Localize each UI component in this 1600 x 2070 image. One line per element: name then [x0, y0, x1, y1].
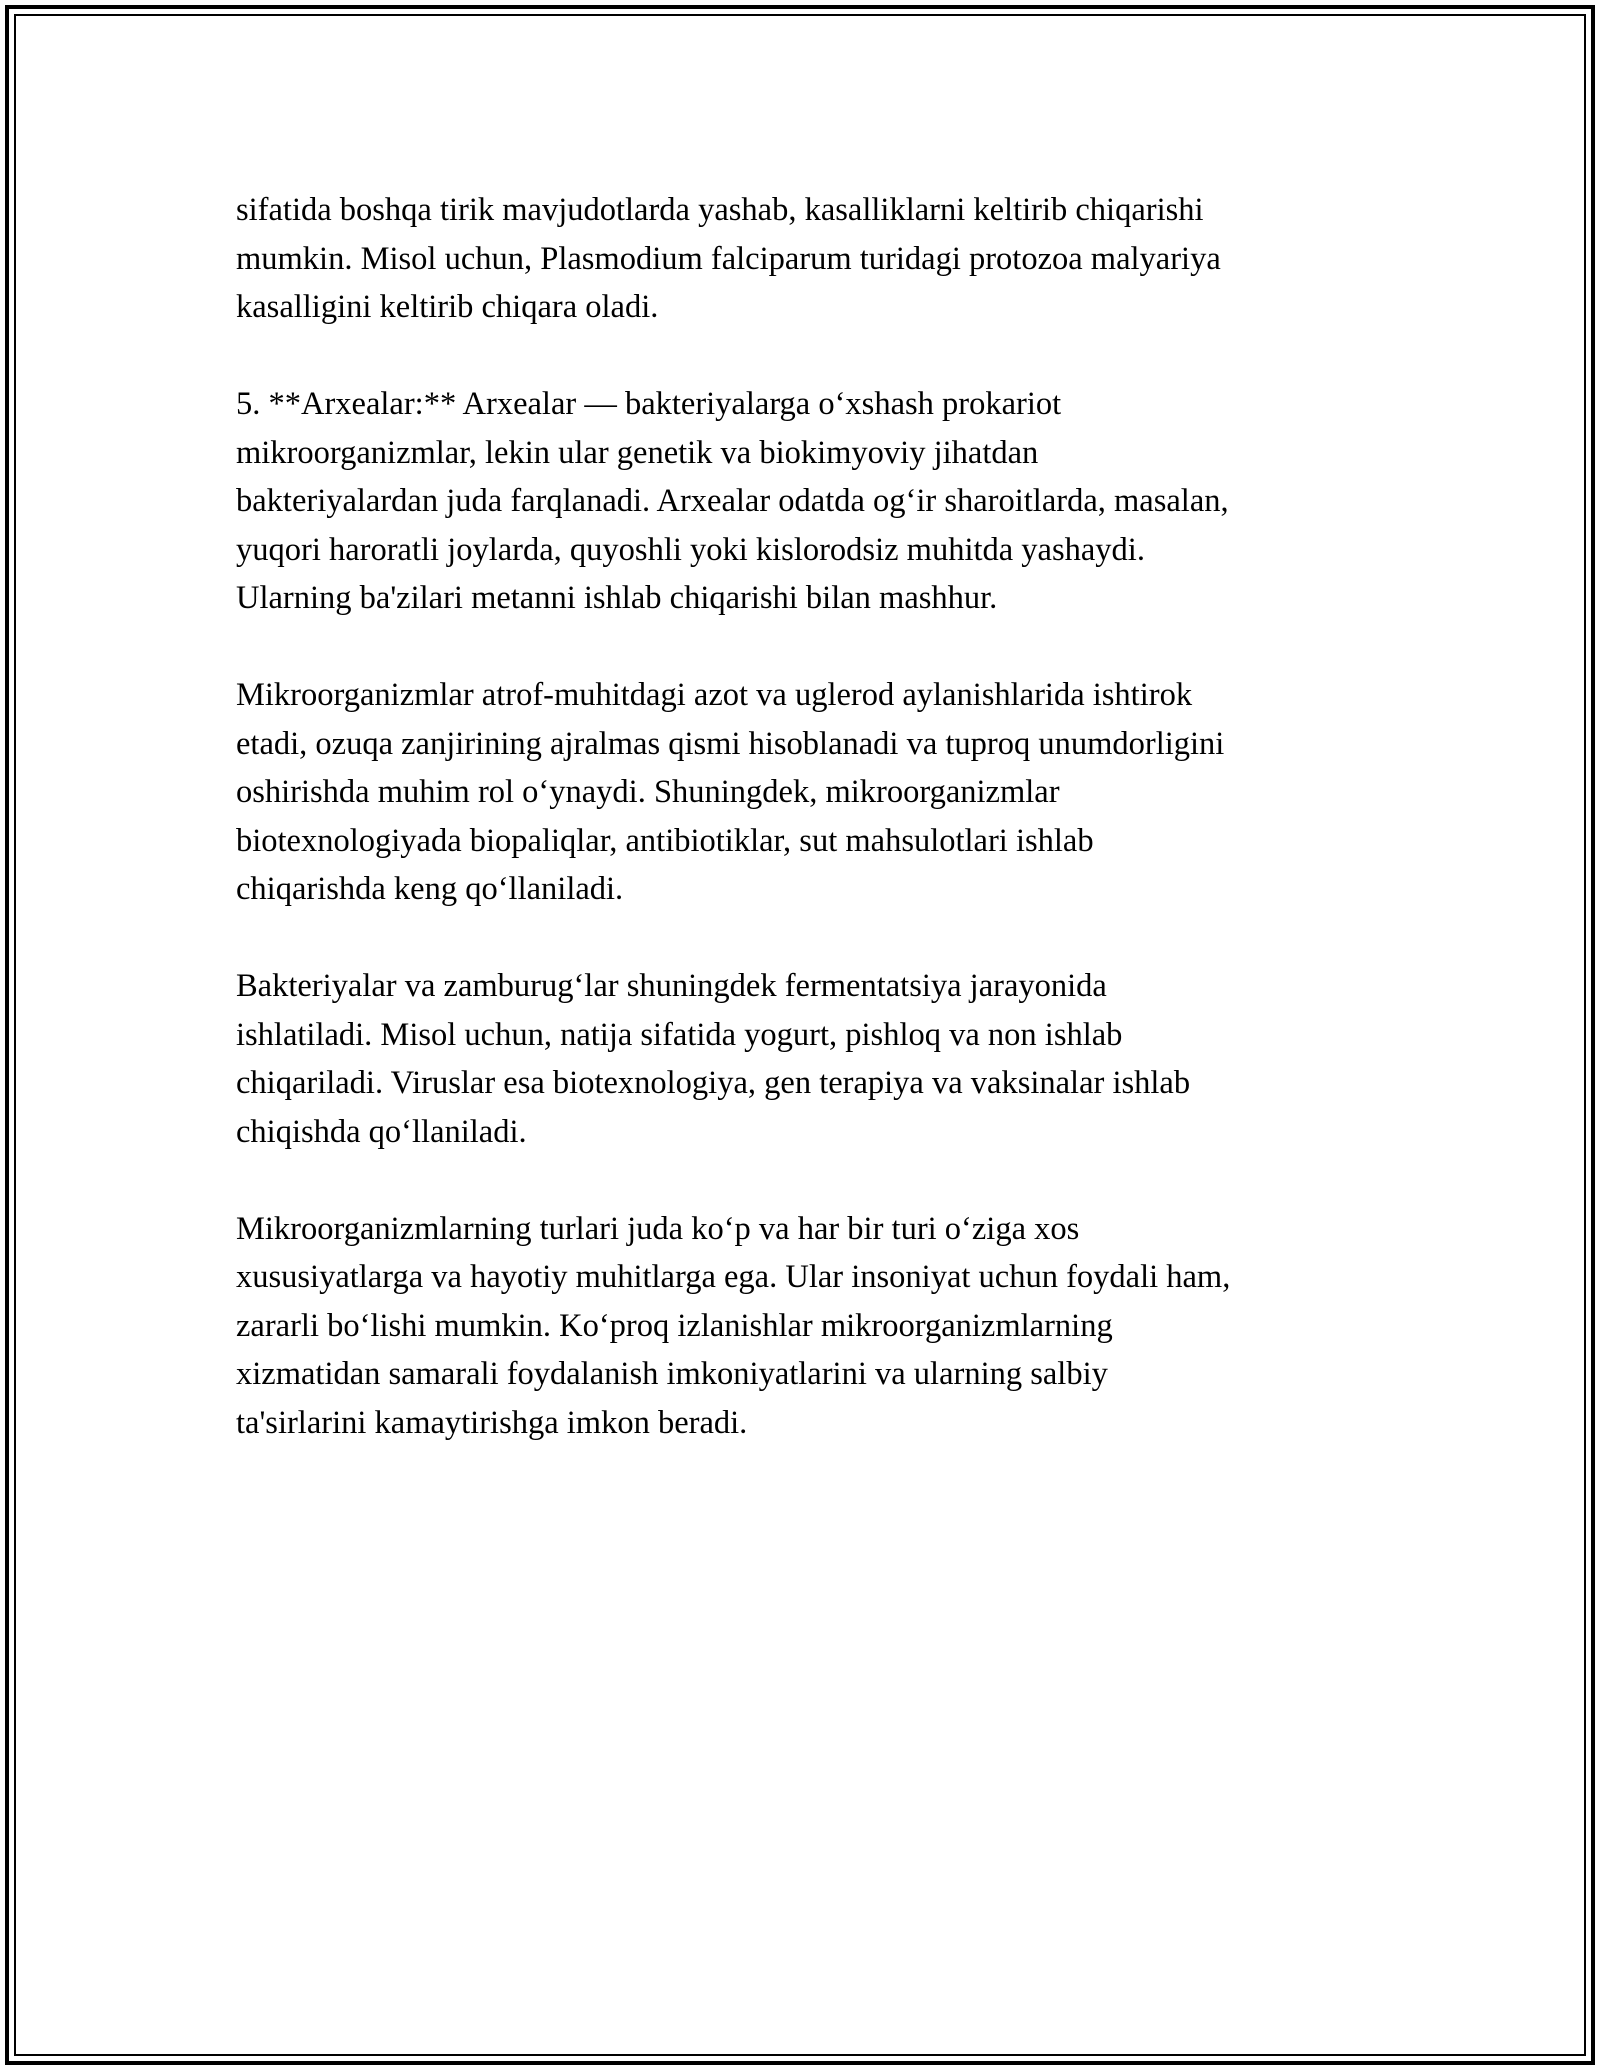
paragraph-conclusion: Mikroorganizmlarning turlari juda ko‘p va har bir turi o‘ziga xos xususiyatlarga va hayotiy muhitlarga ega. Ular insoniyat uchun foydali ham, zararli bo‘lishi mumkin. Ko‘proq izlanishlar mikroorganizmlarning xizmatidan samarali foydalanish imkoniyatlarini va ularning salbiy ta'sirlarini kamaytirishga imkon beradi.	[236, 1210, 1231, 1441]
document-body	[236, 186, 1376, 1496]
paragraph-environment-role: Mikroorganizmlar atrof-muhitdagi azot va uglerod aylanishlarida ishtirok etadi, ozuqa zanjirining ajralmas qismi hisoblanadi va tuproq unumdorligini oshirishda muhim rol o‘ynaydi. Shuningdek, mikroorganizmlar biotexnologiyada biopaliqlar, antibiotiklar, sut mahsulotlari ishlab chiqarishda keng qo‘llaniladi.	[236, 677, 1225, 907]
paragraph-archaea: 5. **Arxealar:** Arxealar — bakteriyalarga o‘xshash prokariot mikroorganizmlar, lekin ular genetik va biokimyoviy jihatdan bakteriyalardan juda farqlanadi. Arxealar odatda og‘ir sharoitlarda, masalan, yuqori haroratli joylarda, quyoshli yoki kislorodsiz muhitda yashaydi. Ularning ba'zilari metanni ishlab chiqarishi bilan mashhur.	[236, 386, 1229, 616]
paragraph-fermentation: Bakteriyalar va zamburug‘lar shuningdek fermentatsiya jarayonida ishlatiladi. Misol uchun, natija sifatida yogurt, pishloq va non ishlab chiqariladi. Viruslar esa biotexnologiya, gen terapiya va vaksinalar ishlab chiqishda qo‘llaniladi.	[236, 968, 1191, 1150]
paragraph-protozoa-continued: sifatida boshqa tirik mavjudotlarda yashab, kasalliklarni keltirib chiqarishi mumkin. Misol uchun, Plasmodium falciparum turidagi protozoa malyariya kasalligini keltirib chiqara oladi.	[236, 192, 1221, 325]
